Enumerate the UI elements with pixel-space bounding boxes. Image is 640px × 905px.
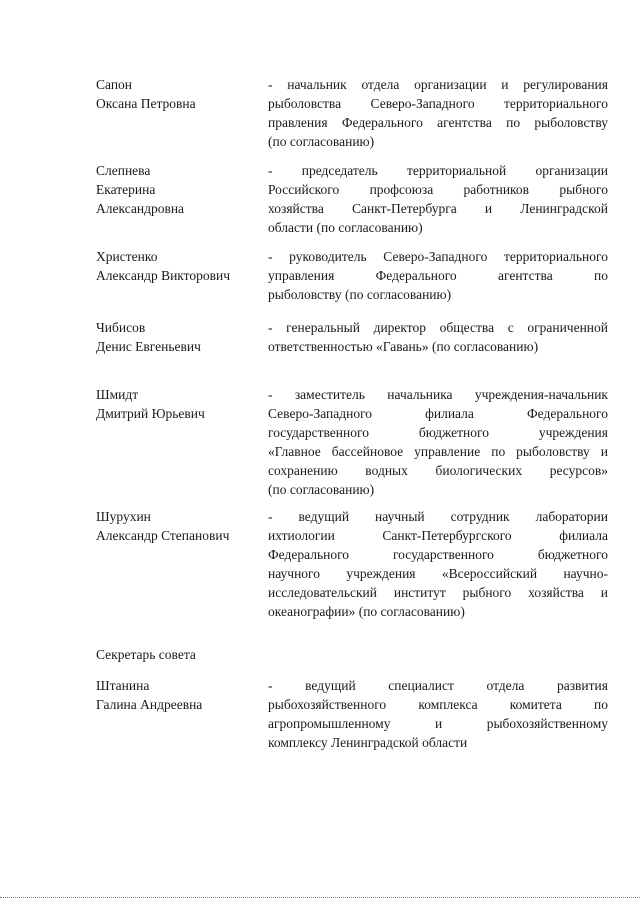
member-surname: Слепнева (96, 163, 151, 178)
member-name (96, 247, 256, 285)
position-line: ответственностью «Гавань» (по согласованию) (268, 339, 539, 354)
member-surname: Шмидт (96, 387, 139, 402)
position-line: (по согласованию) (268, 134, 375, 149)
member-surname: Чибисов (96, 320, 146, 335)
position-line: управления Федерального агентства по (268, 268, 608, 283)
secretary-heading: Секретарь совета (96, 647, 196, 662)
member-given-names: Александр Викторович (96, 268, 231, 283)
position-line: рыболовства Северо-Западного территориального (268, 96, 608, 111)
position-line: правления Федерального агентства по рыболовству (268, 115, 608, 130)
position-line: - заместитель начальника учреждения-начальник (268, 387, 608, 402)
position-line: (по согласованию) (268, 482, 375, 497)
member-name (96, 161, 256, 218)
position-line: - начальник отдела организации и регулирования (268, 77, 608, 92)
member-given-names: Александр Степанович (96, 528, 230, 543)
position-line: - ведущий научный сотрудник лаборатории (268, 509, 608, 524)
position-line: рыбохозяйственного комплекса комитета по (268, 697, 608, 712)
position-line: научного учреждения «Всероссийский научно- (268, 566, 608, 581)
member-given-names: Оксана Петровна (96, 96, 196, 111)
member-surname: Шурухин (96, 509, 151, 524)
member-patronymic: Александровна (96, 201, 185, 216)
position-line: - руководитель Северо-Западного территориального (268, 249, 608, 264)
position-line: «Главное бассейновое управление по рыболовству и (268, 444, 608, 459)
position-line: Российского профсоюза работников рыбного (268, 182, 608, 197)
secretary-given-names: Галина Андреевна (96, 697, 203, 712)
position-line: рыболовству (по согласованию) (268, 287, 452, 302)
member-position (268, 385, 608, 499)
member-surname: Сапон (96, 77, 133, 92)
position-line: агропромышленному и рыбохозяйственному (268, 716, 608, 731)
member-name (96, 507, 256, 545)
member-position (268, 318, 608, 356)
position-line: океанографии» (по согласованию) (268, 604, 465, 619)
position-line: сохранению водных биологических ресурсов» (268, 463, 608, 478)
member-given-names: Дмитрий Юрьевич (96, 406, 205, 421)
secretary-surname: Штанина (96, 678, 150, 693)
position-line: исследовательский институт рыбного хозяйства и (268, 585, 608, 600)
secretary-name (96, 676, 256, 714)
position-line: - генеральный директор общества с ограниченной (268, 320, 608, 335)
member-position (268, 247, 608, 304)
member-name (96, 318, 256, 356)
member-position (268, 507, 608, 621)
position-line: комплексу Ленинградской области (268, 735, 468, 750)
page-bottom-divider (0, 897, 640, 898)
member-name (96, 385, 256, 423)
member-given-names: Денис Евгеньевич (96, 339, 201, 354)
position-line: - председатель территориальной организации (268, 163, 608, 178)
position-line: Северо-Западного филиала Федерального (268, 406, 608, 421)
position-line: области (по согласованию) (268, 220, 423, 235)
position-line: ихтиологии Санкт-Петербургского филиала (268, 528, 608, 543)
position-line: - ведущий специалист отдела развития (268, 678, 608, 693)
position-line: государственного бюджетного учреждения (268, 425, 608, 440)
member-given-names: Екатерина (96, 182, 156, 197)
member-surname: Христенко (96, 249, 158, 264)
member-position (268, 161, 608, 237)
member-name (96, 75, 256, 113)
position-line: Федерального государственного бюджетного (268, 547, 608, 562)
position-line: хозяйства Санкт-Петербурга и Ленинградской (268, 201, 608, 216)
secretary-position (268, 676, 608, 752)
member-position (268, 75, 608, 151)
